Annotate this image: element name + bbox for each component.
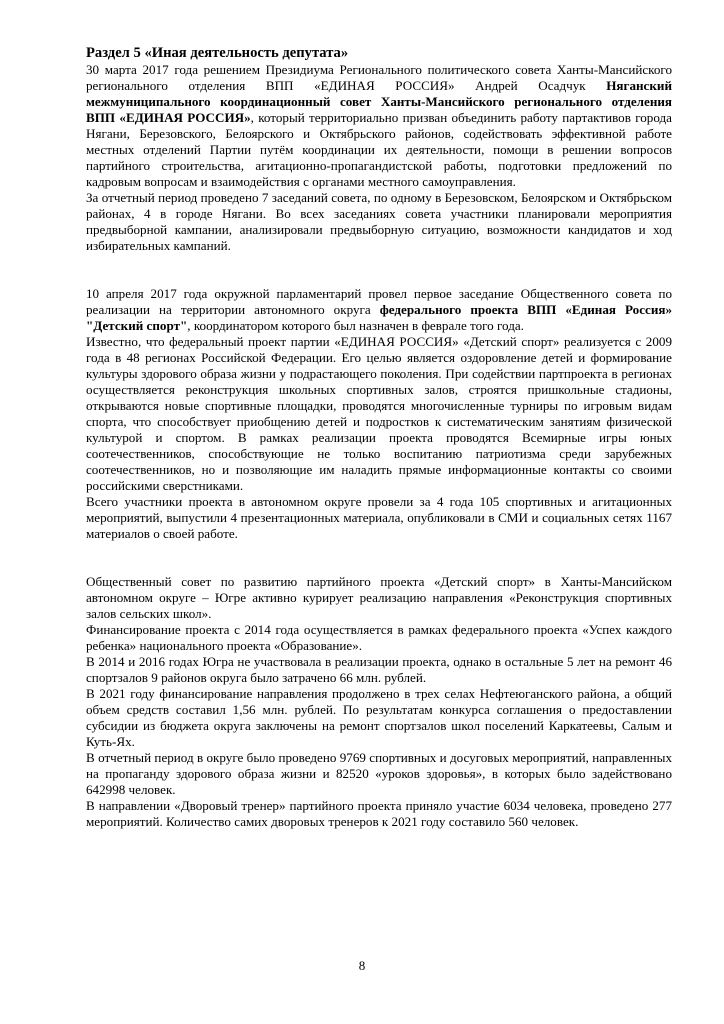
text-run: , координатором которого был назначен в феврале того года. bbox=[187, 318, 524, 333]
paragraph bbox=[86, 286, 672, 334]
text-run: Общественный совет по развитию партийного проекта «Детский спорт» в Ханты-Мансийском автономном округе – Югре активно курирует реализацию направления «Реконструкция спортивных залов сельских школ». bbox=[86, 574, 672, 621]
paragraph bbox=[86, 190, 672, 254]
text-run: В направлении «Дворовый тренер» партийного проекта приняло участие 6034 человека, проведено 277 мероприятий. Количество самих дворовых тренеров к 2021 году составило 560 человек. bbox=[86, 798, 672, 829]
text-run: Всего участники проекта в автономном округе провели за 4 года 105 спортивных и агитационных мероприятий, выпустили 4 презентационных материала, опубликовали в СМИ и социальных сетях 1167 материалов о своей работе. bbox=[86, 494, 672, 541]
paragraph bbox=[86, 654, 672, 686]
document-body bbox=[86, 45, 672, 830]
text-run: Финансирование проекта с 2014 года осуществляется в рамках федерального проекта «Успех каждого ребенка» национального проекта «Образование». bbox=[86, 622, 672, 653]
bold-text-run: Няганский межмуниципального координационный совет Ханты-Мансийского регионального отделения ВПП «ЕДИНАЯ РОССИЯ» bbox=[86, 78, 672, 125]
text-run: Известно, что федеральный проект партии «ЕДИНАЯ РОССИЯ» «Детский спорт» реализуется с 2009 года в 48 регионах Российской Федерации. Его целью является оздоровление детей и формирование культуры здорового образа жизни у подрастающего поколения. При содействии партпроекта в регионах осуществляется реконструкция школьных спортивных залов, строятся пришкольные стадионы, открываются новые спортивные площадки, проводятся многочисленные турниры по игровым видам спорта, что способствует приобщению детей и подростков к систематическим занятиям физической культурой и спортом. В рамках реализации проекта проводятся Всемирные игры юных соотечественников, способствующие не только воспитанию патриотизма среди зарубежных соотечественников, но и позволяющие им наладить прямые информационные контакты со своими российскими сверстниками. bbox=[86, 334, 672, 493]
paragraph bbox=[86, 798, 672, 830]
text-run: 30 марта 2017 года решением Президиума Регионального политического совета Ханты-Мансийского регионального отделения ВПП «ЕДИНАЯ РОССИЯ» Андрей Осадчук bbox=[86, 62, 672, 93]
block-spacer bbox=[86, 254, 672, 286]
text-run: В 2014 и 2016 годах Югра не участвовала в реализации проекта, однако в остальные 5 лет на ремонт 46 спортзалов 9 районов округа было затрачено 66 млн. рублей. bbox=[86, 654, 672, 685]
paragraph bbox=[86, 334, 672, 494]
paragraph bbox=[86, 750, 672, 798]
text-run: В отчетный период в округе было проведено 9769 спортивных и досуговых мероприятий, направленных на пропаганду здорового образа жизни и 82520 «уроков здоровья», в которых было задействовано 642998 человек. bbox=[86, 750, 672, 797]
paragraph bbox=[86, 62, 672, 190]
block-spacer bbox=[86, 542, 672, 574]
paragraph bbox=[86, 622, 672, 654]
section-heading: Раздел 5 «Иная деятельность депутата» bbox=[86, 45, 349, 61]
text-run: За отчетный период проведено 7 заседаний совета, по одному в Березовском, Белоярском и Октябрьском районах, 4 в городе Нягани. Во всех заседаниях совета участники планировали мероприятия предвыборной кампании, анализировали предвыборную ситуацию, возможности кандидатов и ход избирательных кампаний. bbox=[86, 190, 672, 253]
text-run: 10 апреля 2017 года окружной парламентарий провел первое заседание Общественного совета по реализации на территории автономного округа bbox=[86, 286, 672, 317]
bold-text-run: федерального проекта ВПП «Единая Россия» "Детский спорт" bbox=[86, 302, 673, 333]
text-run: , который территориально призван объединить работу партактивов города Нягани, Березовского, Белоярского и Октябрьского районов, содействовать эффективной работе местных отделений Партии путём координации их деятельности, помощи в решении вопросов партийного строительства, агитационно-пропагандистской работы, подготовки предложений по кадровым вопросам и взаимодействия с органами местного самоуправления. bbox=[86, 110, 672, 189]
paragraph bbox=[86, 574, 672, 622]
paragraph bbox=[86, 494, 672, 542]
text-run: В 2021 году финансирование направления продолжено в трех селах Нефтеюганского района, а общий объем средств составил 1,56 млн. рублей. По результатам конкурса соглашения о предоставлении субсидии из бюджета округа заключены на ремонт спортзалов школ поселений Каркатеевы, Салым и Куть-Ях. bbox=[86, 686, 672, 749]
page-number: 8 bbox=[358, 958, 366, 973]
paragraph bbox=[86, 686, 672, 750]
